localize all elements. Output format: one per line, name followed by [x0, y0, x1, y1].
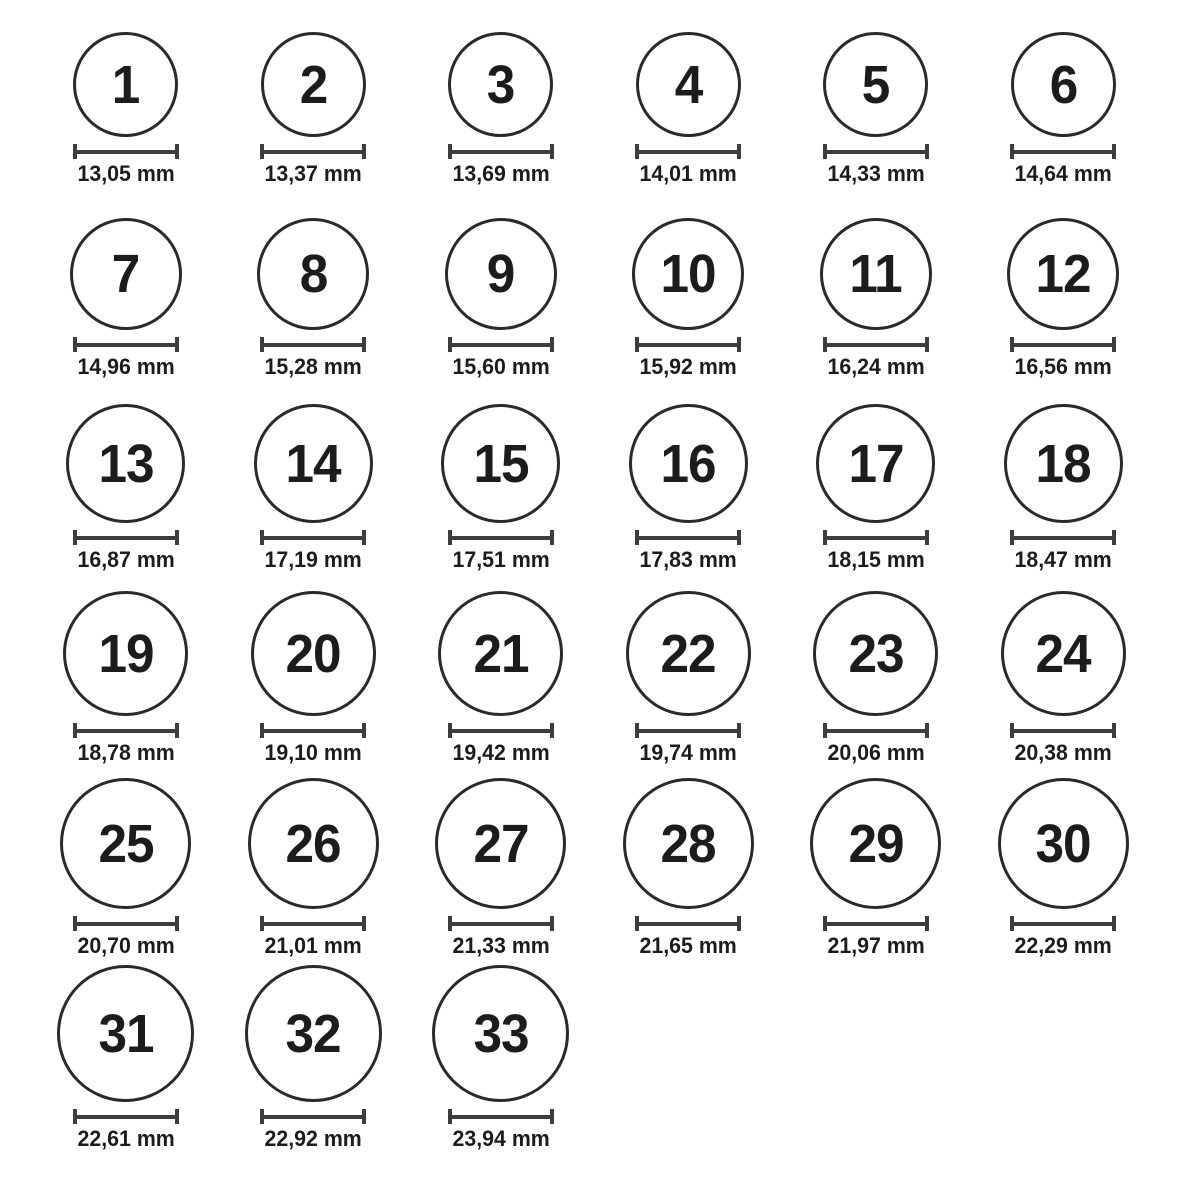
ring-circle: [248, 778, 379, 909]
diameter-measure-line: [73, 916, 179, 931]
ring-size-number: 32: [285, 1003, 341, 1064]
ring-size-number: 27: [473, 813, 529, 874]
diameter-measure-line: [635, 723, 741, 738]
measure-bar: [260, 536, 366, 540]
ring-size-item: [32, 193, 220, 386]
diameter-measure-line: [260, 916, 366, 931]
diameter-measure-line: [823, 337, 929, 352]
measure-bar: [823, 536, 929, 540]
ring-size-item: [220, 0, 408, 193]
ring-size-item: [782, 772, 970, 965]
ring-size-number: 20: [285, 623, 341, 684]
diameter-measure-line: [823, 144, 929, 159]
diameter-measure-line: [73, 723, 179, 738]
ring-size-number: 23: [848, 623, 904, 684]
diameter-measure-line: [448, 1109, 554, 1124]
diameter-label: 14,96 mm: [77, 354, 175, 379]
ring-circle: [60, 778, 191, 909]
measure-bar: [73, 729, 179, 733]
ring-size-number: 18: [1035, 433, 1091, 494]
diameter-label: 18,47 mm: [1014, 547, 1112, 572]
diameter-measure-line: [635, 144, 741, 159]
ring-size-number: 7: [111, 244, 140, 304]
ring-size-number: 5: [861, 54, 890, 115]
measure-tick-right: [550, 723, 554, 738]
diameter-label: 19,10 mm: [264, 740, 362, 765]
ring-circle: [257, 218, 369, 330]
measure-tick-right: [550, 530, 554, 545]
measure-bar: [448, 343, 554, 347]
ring-circle: [629, 404, 748, 523]
measure-bar: [1010, 150, 1116, 154]
diameter-measure-line: [635, 337, 741, 352]
measure-bar: [73, 1115, 179, 1119]
ring-size-number: 12: [1035, 244, 1091, 304]
ring-circle: [1011, 32, 1116, 137]
measure-tick-right: [550, 916, 554, 931]
measure-tick-right: [362, 337, 366, 352]
diameter-label: 22,92 mm: [264, 1126, 362, 1151]
diameter-measure-line: [1010, 337, 1116, 352]
ring-circle: [435, 778, 566, 909]
ring-size-item: [407, 965, 595, 1158]
measure-tick-right: [175, 723, 179, 738]
diameter-label: 21,33 mm: [452, 933, 550, 958]
diameter-measure-line: [1010, 916, 1116, 931]
ring-circle: [261, 32, 366, 137]
ring-size-number: 6: [1049, 54, 1078, 115]
diameter-label: 16,24 mm: [827, 354, 925, 379]
diameter-measure-line: [448, 144, 554, 159]
measure-tick-right: [362, 723, 366, 738]
ring-size-item: [595, 386, 783, 579]
ring-size-item: [220, 386, 408, 579]
diameter-label: 20,06 mm: [827, 740, 925, 765]
measure-tick-right: [737, 916, 741, 931]
measure-tick-right: [175, 1109, 179, 1124]
measure-bar: [1010, 922, 1116, 926]
ring-size-item: [220, 772, 408, 965]
diameter-label: 15,92 mm: [639, 354, 737, 379]
measure-tick-right: [1112, 144, 1116, 159]
measure-bar: [635, 150, 741, 154]
ring-size-item: [595, 0, 783, 193]
ring-circle: [432, 965, 569, 1102]
diameter-label: 16,87 mm: [77, 547, 175, 572]
diameter-label: 19,42 mm: [452, 740, 550, 765]
diameter-label: 20,70 mm: [77, 933, 175, 958]
ring-size-item: [407, 579, 595, 772]
diameter-measure-line: [260, 144, 366, 159]
diameter-measure-line: [260, 530, 366, 545]
ring-size-item: [782, 0, 970, 193]
diameter-label: 20,38 mm: [1014, 740, 1112, 765]
measure-tick-right: [737, 337, 741, 352]
measure-bar: [823, 729, 929, 733]
measure-bar: [635, 536, 741, 540]
diameter-measure-line: [260, 337, 366, 352]
ring-size-item: [407, 386, 595, 579]
ring-circle: [245, 965, 382, 1102]
diameter-label: 13,05 mm: [77, 161, 175, 186]
ring-size-number: 10: [660, 244, 716, 304]
diameter-label: 22,29 mm: [1014, 933, 1112, 958]
diameter-label: 14,01 mm: [639, 161, 737, 186]
ring-circle: [70, 218, 182, 330]
diameter-label: 22,61 mm: [77, 1126, 175, 1151]
measure-bar: [1010, 343, 1116, 347]
ring-circle: [438, 591, 563, 716]
diameter-measure-line: [73, 530, 179, 545]
ring-circle: [816, 404, 935, 523]
ring-size-item: [782, 386, 970, 579]
measure-tick-right: [550, 337, 554, 352]
ring-size-item: [32, 965, 220, 1158]
measure-bar: [823, 150, 929, 154]
measure-bar: [448, 1115, 554, 1119]
diameter-measure-line: [635, 916, 741, 931]
ring-circle: [251, 591, 376, 716]
ring-size-number: 8: [299, 244, 328, 304]
measure-tick-right: [925, 723, 929, 738]
ring-size-chart: [32, 0, 1157, 1158]
measure-tick-right: [175, 337, 179, 352]
measure-tick-right: [362, 1109, 366, 1124]
diameter-label: 18,78 mm: [77, 740, 175, 765]
diameter-label: 13,37 mm: [264, 161, 362, 186]
ring-size-number: 17: [848, 433, 904, 494]
diameter-label: 19,74 mm: [639, 740, 737, 765]
measure-tick-right: [1112, 723, 1116, 738]
ring-circle: [810, 778, 941, 909]
measure-tick-right: [925, 337, 929, 352]
ring-size-number: 19: [98, 623, 154, 684]
ring-circle: [441, 404, 560, 523]
diameter-label: 13,69 mm: [452, 161, 550, 186]
ring-size-number: 24: [1035, 623, 1091, 684]
measure-tick-right: [362, 530, 366, 545]
diameter-label: 17,83 mm: [639, 547, 737, 572]
measure-bar: [260, 343, 366, 347]
ring-size-number: 15: [473, 433, 529, 494]
diameter-measure-line: [823, 530, 929, 545]
ring-circle: [254, 404, 373, 523]
diameter-label: 23,94 mm: [452, 1126, 550, 1151]
measure-bar: [73, 150, 179, 154]
measure-tick-right: [925, 916, 929, 931]
measure-tick-right: [175, 530, 179, 545]
ring-size-number: 29: [848, 813, 904, 874]
ring-size-item: [32, 772, 220, 965]
ring-size-number: 1: [111, 54, 140, 115]
ring-size-item: [32, 386, 220, 579]
diameter-measure-line: [73, 337, 179, 352]
ring-circle: [57, 965, 194, 1102]
measure-tick-right: [175, 144, 179, 159]
ring-size-number: 2: [299, 54, 328, 115]
ring-size-item: [970, 579, 1158, 772]
ring-size-item: [220, 193, 408, 386]
ring-size-number: 13: [98, 433, 154, 494]
ring-size-item: [782, 579, 970, 772]
diameter-label: 15,28 mm: [264, 354, 362, 379]
measure-tick-right: [1112, 530, 1116, 545]
measure-bar: [73, 343, 179, 347]
ring-size-number: 3: [486, 54, 515, 115]
ring-circle: [73, 32, 178, 137]
measure-bar: [635, 343, 741, 347]
diameter-measure-line: [448, 916, 554, 931]
ring-circle: [632, 218, 744, 330]
measure-bar: [73, 536, 179, 540]
ring-size-number: 28: [660, 813, 716, 874]
measure-tick-right: [362, 144, 366, 159]
ring-size-item: [407, 0, 595, 193]
measure-tick-right: [362, 916, 366, 931]
ring-size-item: [220, 579, 408, 772]
ring-size-number: 14: [285, 433, 341, 494]
measure-tick-right: [550, 144, 554, 159]
measure-tick-right: [925, 144, 929, 159]
diameter-measure-line: [73, 1109, 179, 1124]
ring-size-item: [595, 193, 783, 386]
ring-size-item: [220, 965, 408, 1158]
ring-size-item: [970, 386, 1158, 579]
measure-tick-right: [175, 916, 179, 931]
ring-size-item: [782, 193, 970, 386]
ring-size-item: [970, 193, 1158, 386]
measure-tick-right: [1112, 916, 1116, 931]
measure-tick-right: [737, 530, 741, 545]
diameter-label: 21,97 mm: [827, 933, 925, 958]
ring-circle: [1004, 404, 1123, 523]
ring-size-item: [32, 579, 220, 772]
measure-tick-right: [550, 1109, 554, 1124]
diameter-label: 17,19 mm: [264, 547, 362, 572]
ring-circle: [626, 591, 751, 716]
measure-tick-right: [737, 144, 741, 159]
ring-size-item: [595, 579, 783, 772]
diameter-measure-line: [1010, 723, 1116, 738]
diameter-label: 21,65 mm: [639, 933, 737, 958]
ring-circle: [445, 218, 557, 330]
ring-circle: [998, 778, 1129, 909]
ring-size-item: [970, 0, 1158, 193]
diameter-label: 14,64 mm: [1014, 161, 1112, 186]
diameter-measure-line: [260, 723, 366, 738]
diameter-measure-line: [635, 530, 741, 545]
ring-size-item: [32, 0, 220, 193]
diameter-measure-line: [448, 723, 554, 738]
ring-size-number: 22: [660, 623, 716, 684]
ring-size-item: [970, 772, 1158, 965]
measure-bar: [260, 1115, 366, 1119]
diameter-label: 17,51 mm: [452, 547, 550, 572]
ring-size-number: 30: [1035, 813, 1091, 874]
diameter-measure-line: [823, 916, 929, 931]
ring-circle: [66, 404, 185, 523]
ring-size-number: 9: [486, 244, 515, 304]
ring-size-number: 26: [285, 813, 341, 874]
measure-tick-right: [925, 530, 929, 545]
diameter-label: 15,60 mm: [452, 354, 550, 379]
measure-bar: [260, 922, 366, 926]
ring-circle: [823, 32, 928, 137]
measure-bar: [260, 150, 366, 154]
ring-size-item: [407, 193, 595, 386]
diameter-measure-line: [823, 723, 929, 738]
measure-bar: [823, 922, 929, 926]
ring-circle: [63, 591, 188, 716]
ring-circle: [623, 778, 754, 909]
diameter-measure-line: [448, 530, 554, 545]
ring-circle: [813, 591, 938, 716]
measure-tick-right: [1112, 337, 1116, 352]
ring-circle: [636, 32, 741, 137]
diameter-measure-line: [1010, 530, 1116, 545]
diameter-label: 14,33 mm: [827, 161, 925, 186]
diameter-measure-line: [260, 1109, 366, 1124]
measure-bar: [73, 922, 179, 926]
diameter-measure-line: [448, 337, 554, 352]
measure-bar: [448, 536, 554, 540]
measure-bar: [823, 343, 929, 347]
measure-bar: [448, 150, 554, 154]
measure-bar: [448, 922, 554, 926]
measure-bar: [1010, 729, 1116, 733]
ring-size-item: [595, 772, 783, 965]
ring-size-number: 16: [660, 433, 716, 494]
diameter-label: 18,15 mm: [827, 547, 925, 572]
diameter-label: 21,01 mm: [264, 933, 362, 958]
ring-size-number: 11: [849, 244, 902, 304]
ring-size-number: 21: [473, 623, 529, 684]
ring-circle: [1001, 591, 1126, 716]
measure-bar: [448, 729, 554, 733]
ring-size-number: 25: [98, 813, 154, 874]
diameter-measure-line: [73, 144, 179, 159]
ring-circle: [820, 218, 932, 330]
measure-bar: [1010, 536, 1116, 540]
ring-circle: [1007, 218, 1119, 330]
ring-size-item: [407, 772, 595, 965]
measure-bar: [635, 729, 741, 733]
measure-tick-right: [737, 723, 741, 738]
measure-bar: [635, 922, 741, 926]
diameter-measure-line: [1010, 144, 1116, 159]
ring-size-number: 4: [674, 54, 703, 115]
ring-circle: [448, 32, 553, 137]
diameter-label: 16,56 mm: [1014, 354, 1112, 379]
ring-size-number: 33: [473, 1003, 529, 1064]
ring-size-number: 31: [98, 1003, 154, 1064]
measure-bar: [260, 729, 366, 733]
